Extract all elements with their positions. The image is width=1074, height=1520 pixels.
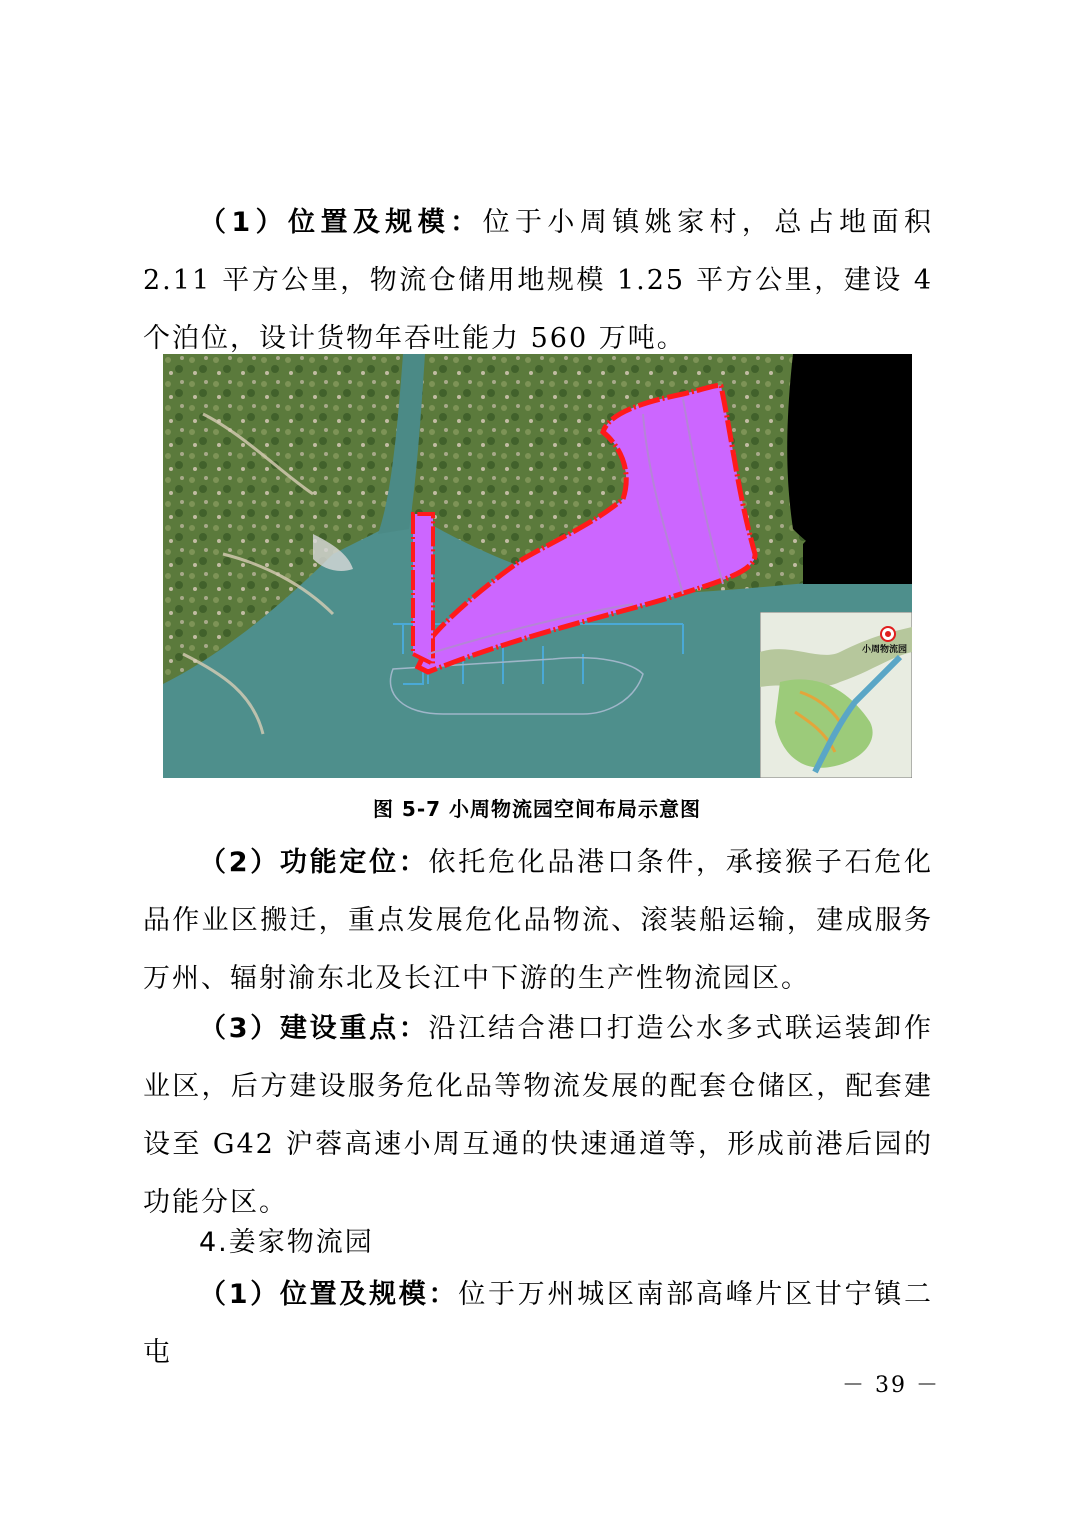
paragraph-construction: [143, 1000, 933, 1232]
paragraph-function: [143, 834, 933, 1008]
paragraph-label: （1）位置及规模：: [199, 1279, 459, 1310]
location-inset-map: [760, 612, 912, 778]
paragraph-jiangjia-location: [143, 1266, 933, 1382]
paragraph-text: 位于万州城区南部高峰片区甘宁镇二屯: [143, 1279, 934, 1368]
paragraph-label: （2）功能定位：: [199, 847, 429, 878]
section-heading: 4.姜家物流园: [199, 1227, 374, 1258]
paragraph-label: （3）建设重点：: [199, 1013, 429, 1044]
paragraph-text: 沿江结合港口打造公水多式联运装卸作业区，后方建设服务危化品等物流发展的配套仓储区，配套建设至 G42 沪蓉高速小周互通的快速通道等，形成前港后园的功能分区。: [143, 1013, 933, 1218]
paragraph-label: （1）位置及规模：: [199, 207, 483, 238]
figure-caption: 图 5-7 小周物流园空间布局示意图: [372, 797, 702, 821]
page-number: － 39 －: [842, 1373, 940, 1398]
paragraph-text: 依托危化品港口条件，承接猴子石危化品作业区搬迁，重点发展危化品物流、滚装船运输，建成服务万州、辐射渝东北及长江中下游的生产性物流园区。: [143, 847, 933, 994]
paragraph-text: 位于小周镇姚家村，总占地面积 2.11 平方公里，物流仓储用地规模 1.25 平方公里，建设 4 个泊位，设计货物年吞吐能力 560 万吨。: [143, 207, 934, 354]
inset-map-label: 小周物流园: [862, 645, 908, 655]
paragraph-location-scale: [143, 194, 933, 368]
